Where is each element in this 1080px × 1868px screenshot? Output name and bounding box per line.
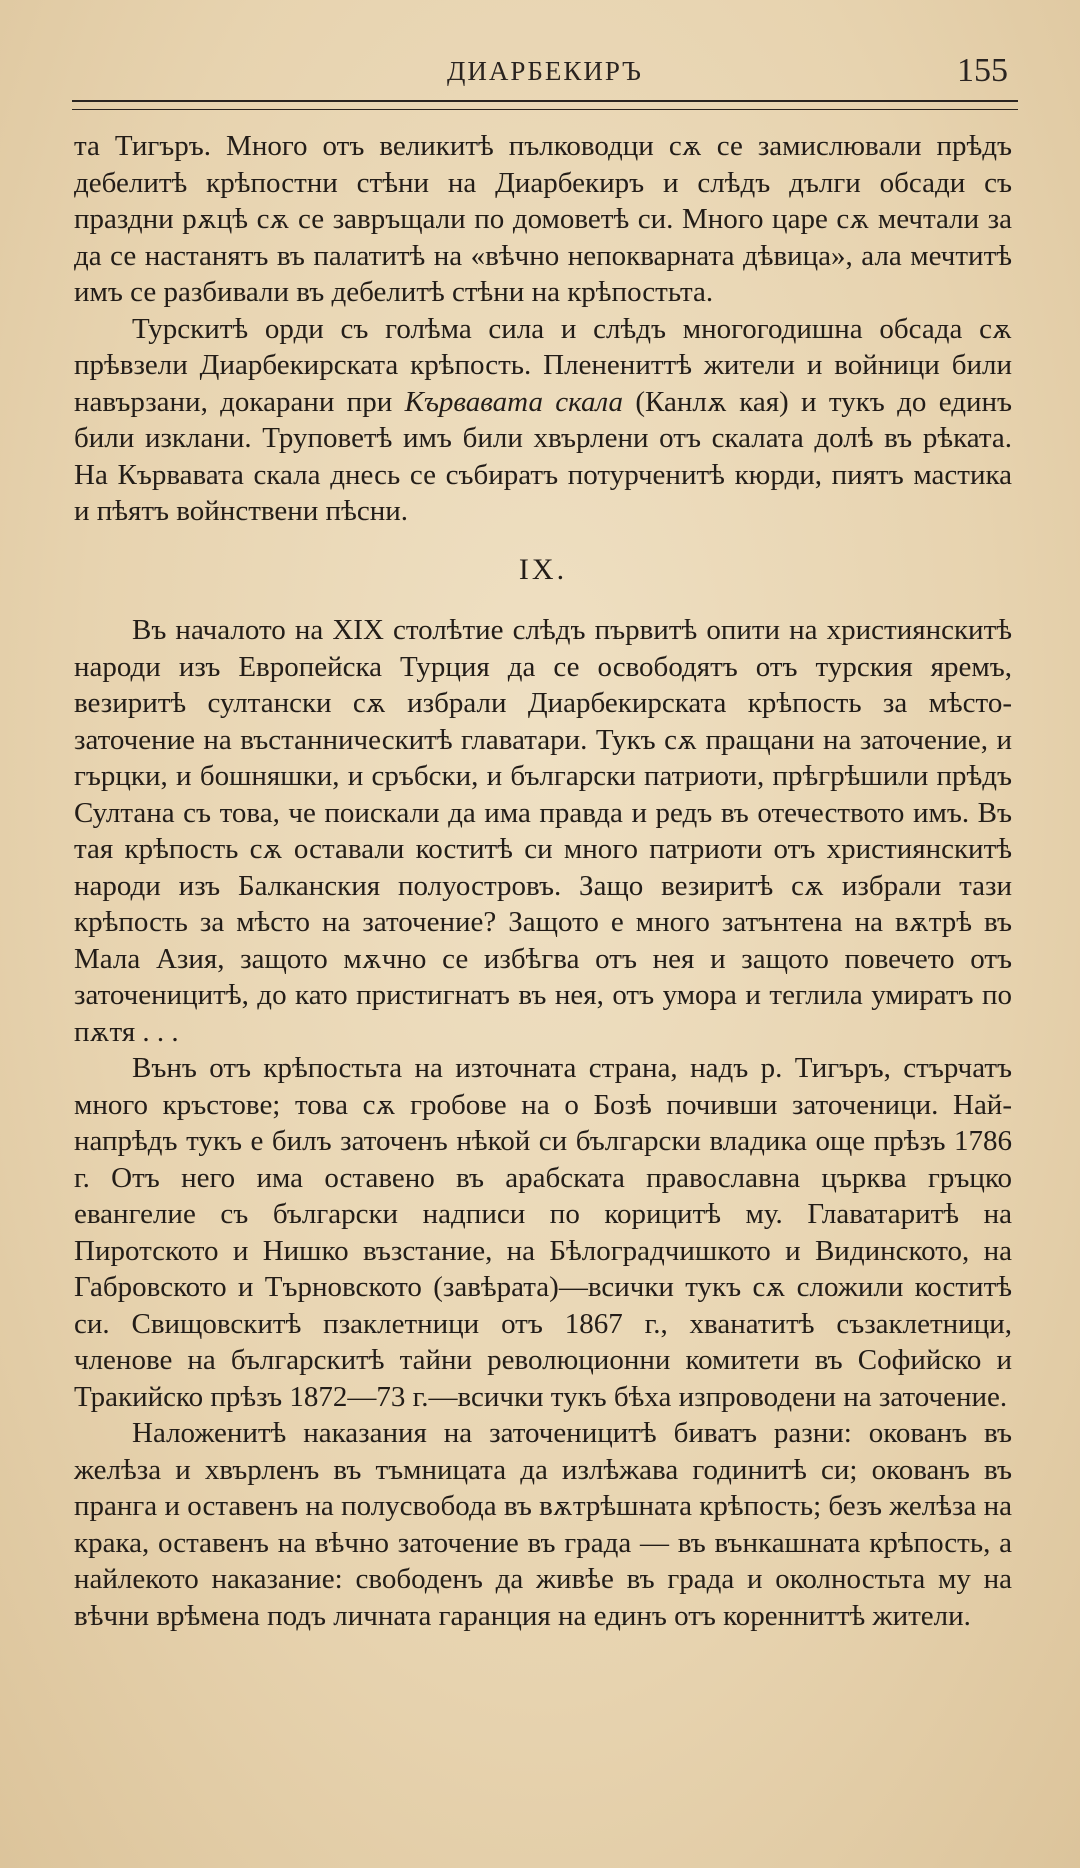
paragraph-2 (74, 311, 1012, 530)
running-title: ДИАРБЕКИРЪ (446, 56, 643, 86)
paragraph-1: та Тигъръ. Много отъ великитѣ пълководци сѫ се замислювали прѣдъ дебелитѣ крѣпостни стѣни на Диарбекиръ и слѣдъ дълги обсади съ праздни рѫцѣ сѫ се завръщали по домоветѣ си. Много царе сѫ мечтали за да се настанятъ въ палатитѣ на «вѣчно непокварната дѣвица», ала мечтитѣ имъ се разбивали въ дебелитѣ стѣни на крѣпостьта. (74, 130, 1012, 308)
paragraph-2-part-2: (Канлѫ кая) и тукъ до единъ били изклани. Труповетѣ имъ били хвърлени отъ скалата долѣ въ рѣката. На Кървавата скала днесь се събиратъ потурченитѣ кюрди, пиятъ мастика и пѣятъ войнствени пѣсни. (74, 385, 1012, 527)
page-number: 155 (957, 52, 1008, 89)
paragraph-3: Въ началото на XIX столѣтие слѣдъ първитѣ опити на християнскитѣ народи изъ Европейска Турция да се освободятъ отъ турския яремъ, везиритѣ султански сѫ избрали Диарбекирската крѣпость за мѣсто-заточение на въстанническитѣ главатари. Тукъ сѫ пращани на заточение, и гърцки, и бошняшки, и сръбски, и български патриоти, прѣгрѣшили прѣдъ Султана съ това, че поискали да има правда и редъ въ отечеството имъ. Въ тая крѣпость сѫ оставали коститѣ си много патриоти отъ християнскитѣ народи изъ Балканския полуостровъ. Защо везиритѣ сѫ избрали тази крѣпость за мѣсто на заточение? Защото е много затънтена на вѫтрѣ въ Мала Азия, защото мѫчно се избѣгва отъ нея и защото повечето отъ заточеницитѣ, до като пристигнатъ въ нея, отъ умора и теглила умиратъ по пѫтя . . . (74, 614, 1012, 1048)
paragraph-2-part-1: Турскитѣ орди съ голѣма сила и слѣдъ многогодишна обсада сѫ прѣвзели Диарбекирската крѣпость. Пленениттѣ жители и войници били навързани, докарани при (74, 312, 1012, 418)
paragraph-2-italic-place: Кървавата скала (404, 385, 623, 418)
section-number: IX. (518, 552, 568, 586)
body-text (74, 128, 1012, 1634)
paragraph-4: Вънъ отъ крѣпостьта на източната страна, надъ р. Тигъръ, стърчатъ много кръстове; това сѫ гробове на о Бозѣ почивши заточеници. Най-напрѣдъ тукъ е билъ заточенъ нѣкой си български владика още прѣзъ 1786 г. Отъ него има оставено въ арабската православна църква гръцко евангелие съ български надписи по корицитѣ му. Главатаритѣ на Пиротското и Нишко възстание, на Бѣлоградчишкото и Видинското, на Габровското и Търновското (завѣрата)—всички тукъ сѫ сложили коститѣ си. Свищовскитѣ пзаклетници отъ 1867 г., хванатитѣ съзаклетници, членове на българскитѣ тайни революционни комитети въ Софийско и Тракийско прѣзъ 1872—73 г.—всички тукъ бѣха изпроводени на заточение. (74, 1052, 1012, 1413)
paragraph-5: Наложенитѣ наказания на заточеницитѣ биватъ разни: окованъ въ желѣза и хвърленъ въ тъмницата да излѣжава годинитѣ си; окованъ въ пранга и оставенъ на полусвобода въ вѫтрѣшната крѣпость; безъ желѣза на крака, оставенъ на вѣчно заточение въ града — въ вънкашната крѣпость, а найлекото наказание: свободенъ да живѣе въ града и околностьта му на вѣчни врѣмена подъ личната гаранция на единъ отъ коренниттѣ жители. (74, 1417, 1012, 1632)
running-head (80, 52, 1010, 92)
header-rule (72, 100, 1018, 110)
